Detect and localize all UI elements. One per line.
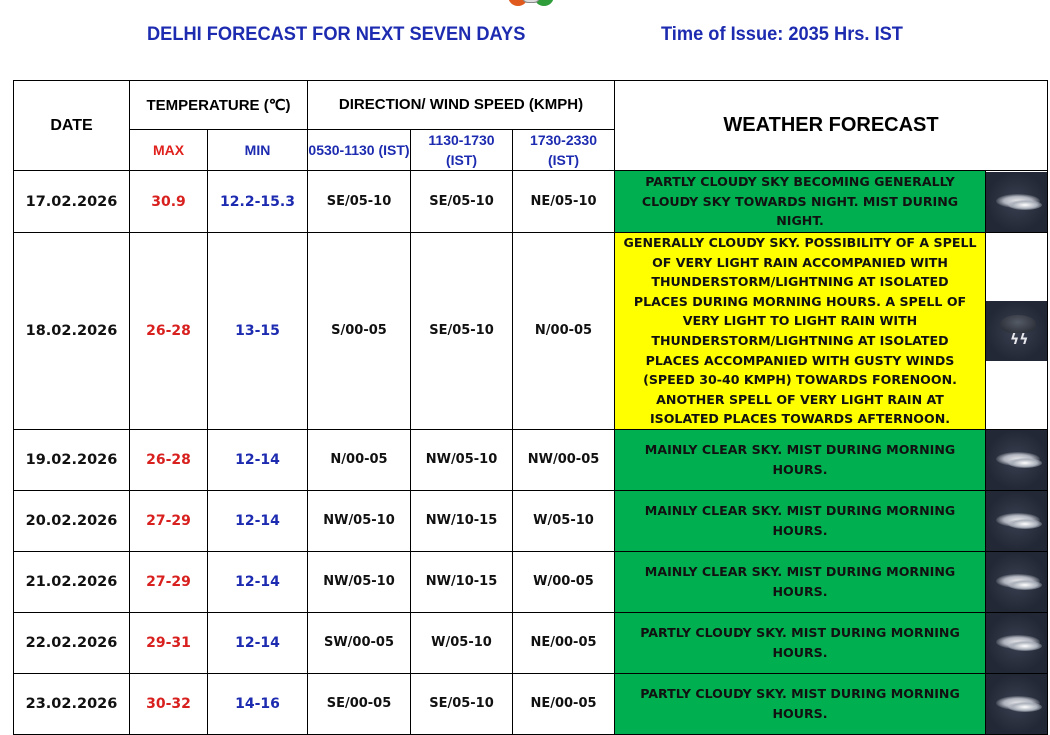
max-temp-cell: 26-28 bbox=[130, 233, 208, 430]
wind-slot-3-cell: NE/05-10 bbox=[513, 171, 615, 233]
wind-slot-1-cell: SE/00-05 bbox=[308, 673, 411, 734]
wind-slot-1-cell: NW/05-10 bbox=[308, 551, 411, 612]
wind-slot-1-cell: SE/05-10 bbox=[308, 171, 411, 233]
max-temp-cell: 29-31 bbox=[130, 612, 208, 673]
wind-slot-1-cell: N/00-05 bbox=[308, 429, 411, 490]
weather-icon-cell bbox=[986, 612, 1048, 673]
min-temp-cell: 12-14 bbox=[208, 429, 308, 490]
min-temp-cell: 13-15 bbox=[208, 233, 308, 430]
header-temperature: TEMPERATURE (℃) bbox=[130, 81, 308, 130]
mist-icon bbox=[986, 491, 1047, 551]
forecast-cell: GENERALLY CLOUDY SKY. POSSIBILITY OF A SPELL OF VERY LIGHT RAIN ACCOMPANIED WITH THUNDERSTORM/LIGHTNING AT ISOLATED PLACES DURING MORNING HOURS. A SPELL OF VERY LIGHT TO LIGHT RAIN WITH THUNDERSTORM/LIGHTNING AT ISOLATED PLACES ACCOMPANIED WITH GUSTY WINDS (SPEED 30-40 KMPH) TOWARDS FORENOON. ANOTHER SPELL OF VERY LIGHT RAIN AT ISOLATED PLACES TOWARDS AFTERNOON. bbox=[615, 233, 986, 430]
table-row bbox=[14, 233, 1048, 430]
forecast-cell: MAINLY CLEAR SKY. MIST DURING MORNING HOURS. bbox=[615, 490, 986, 551]
page-title: DELHI FORECAST FOR NEXT SEVEN DAYS bbox=[147, 24, 526, 45]
mist-icon bbox=[986, 613, 1047, 673]
wind-slot-3-cell: W/05-10 bbox=[513, 490, 615, 551]
wind-slot-3-cell: NE/00-05 bbox=[513, 673, 615, 734]
table-row bbox=[14, 673, 1048, 734]
wind-slot-1-cell: NW/05-10 bbox=[308, 490, 411, 551]
wind-slot-3-cell: NW/00-05 bbox=[513, 429, 615, 490]
wind-slot-2-cell: NW/10-15 bbox=[411, 490, 513, 551]
wind-slot-3-cell: W/00-05 bbox=[513, 551, 615, 612]
forecast-cell: MAINLY CLEAR SKY. MIST DURING MORNING HOURS. bbox=[615, 429, 986, 490]
header-date: DATE bbox=[14, 81, 130, 171]
imd-logo bbox=[508, 0, 554, 8]
header-wind-slot-3: 1730-2330 (IST) bbox=[513, 130, 615, 171]
wind-slot-2-cell: SE/05-10 bbox=[411, 171, 513, 233]
forecast-cell: PARTLY CLOUDY SKY. MIST DURING MORNING HOURS. bbox=[615, 612, 986, 673]
date-cell: 23.02.2026 bbox=[14, 673, 130, 734]
min-temp-cell: 14-16 bbox=[208, 673, 308, 734]
table-row bbox=[14, 551, 1048, 612]
date-cell: 20.02.2026 bbox=[14, 490, 130, 551]
max-temp-cell: 30-32 bbox=[130, 673, 208, 734]
wind-slot-2-cell: SE/05-10 bbox=[411, 233, 513, 430]
header-max: MAX bbox=[130, 130, 208, 171]
weather-icon-cell bbox=[986, 673, 1048, 734]
min-temp-cell: 12-14 bbox=[208, 612, 308, 673]
max-temp-cell: 26-28 bbox=[130, 429, 208, 490]
forecast-cell: PARTLY CLOUDY SKY. MIST DURING MORNING HOURS. bbox=[615, 673, 986, 734]
header-wind-slot-1: 0530-1130 (IST) bbox=[308, 130, 411, 171]
weather-icon-cell bbox=[986, 490, 1048, 551]
table-row bbox=[14, 429, 1048, 490]
mist-icon bbox=[986, 172, 1047, 232]
weather-icon-cell bbox=[986, 551, 1048, 612]
mist-icon bbox=[986, 674, 1047, 734]
wind-slot-2-cell: NW/05-10 bbox=[411, 429, 513, 490]
weather-icon-cell bbox=[986, 171, 1048, 233]
date-cell: 18.02.2026 bbox=[14, 233, 130, 430]
table-row bbox=[14, 612, 1048, 673]
date-cell: 19.02.2026 bbox=[14, 429, 130, 490]
mist-icon bbox=[986, 430, 1047, 490]
date-cell: 21.02.2026 bbox=[14, 551, 130, 612]
mist-icon bbox=[986, 552, 1047, 612]
time-of-issue: Time of Issue: 2035 Hrs. IST bbox=[661, 24, 903, 45]
thunderstorm-icon: ϟϟ bbox=[986, 301, 1047, 361]
header-wind-slot-2: 1130-1730 (IST) bbox=[411, 130, 513, 171]
wind-slot-3-cell: N/00-05 bbox=[513, 233, 615, 430]
date-cell: 22.02.2026 bbox=[14, 612, 130, 673]
min-temp-cell: 12-14 bbox=[208, 490, 308, 551]
weather-icon-cell bbox=[986, 429, 1048, 490]
table-row bbox=[14, 171, 1048, 233]
max-temp-cell: 27-29 bbox=[130, 490, 208, 551]
forecast-table bbox=[13, 80, 1048, 735]
wind-slot-1-cell: SW/00-05 bbox=[308, 612, 411, 673]
max-temp-cell: 27-29 bbox=[130, 551, 208, 612]
forecast-cell: MAINLY CLEAR SKY. MIST DURING MORNING HOURS. bbox=[615, 551, 986, 612]
wind-slot-3-cell: NE/00-05 bbox=[513, 612, 615, 673]
wind-slot-1-cell: S/00-05 bbox=[308, 233, 411, 430]
header-weather-forecast: WEATHER FORECAST bbox=[615, 81, 1048, 171]
weather-icon-cell bbox=[986, 233, 1048, 430]
min-temp-cell: 12.2-15.3 bbox=[208, 171, 308, 233]
min-temp-cell: 12-14 bbox=[208, 551, 308, 612]
wind-slot-2-cell: SE/05-10 bbox=[411, 673, 513, 734]
date-cell: 17.02.2026 bbox=[14, 171, 130, 233]
header-min: MIN bbox=[208, 130, 308, 171]
max-temp-cell: 30.9 bbox=[130, 171, 208, 233]
header-wind: DIRECTION/ WIND SPEED (KMPH) bbox=[308, 81, 615, 130]
wind-slot-2-cell: NW/10-15 bbox=[411, 551, 513, 612]
table-row bbox=[14, 490, 1048, 551]
forecast-cell: PARTLY CLOUDY SKY BECOMING GENERALLY CLOUDY SKY TOWARDS NIGHT. MIST DURING NIGHT. bbox=[615, 171, 986, 233]
wind-slot-2-cell: W/05-10 bbox=[411, 612, 513, 673]
